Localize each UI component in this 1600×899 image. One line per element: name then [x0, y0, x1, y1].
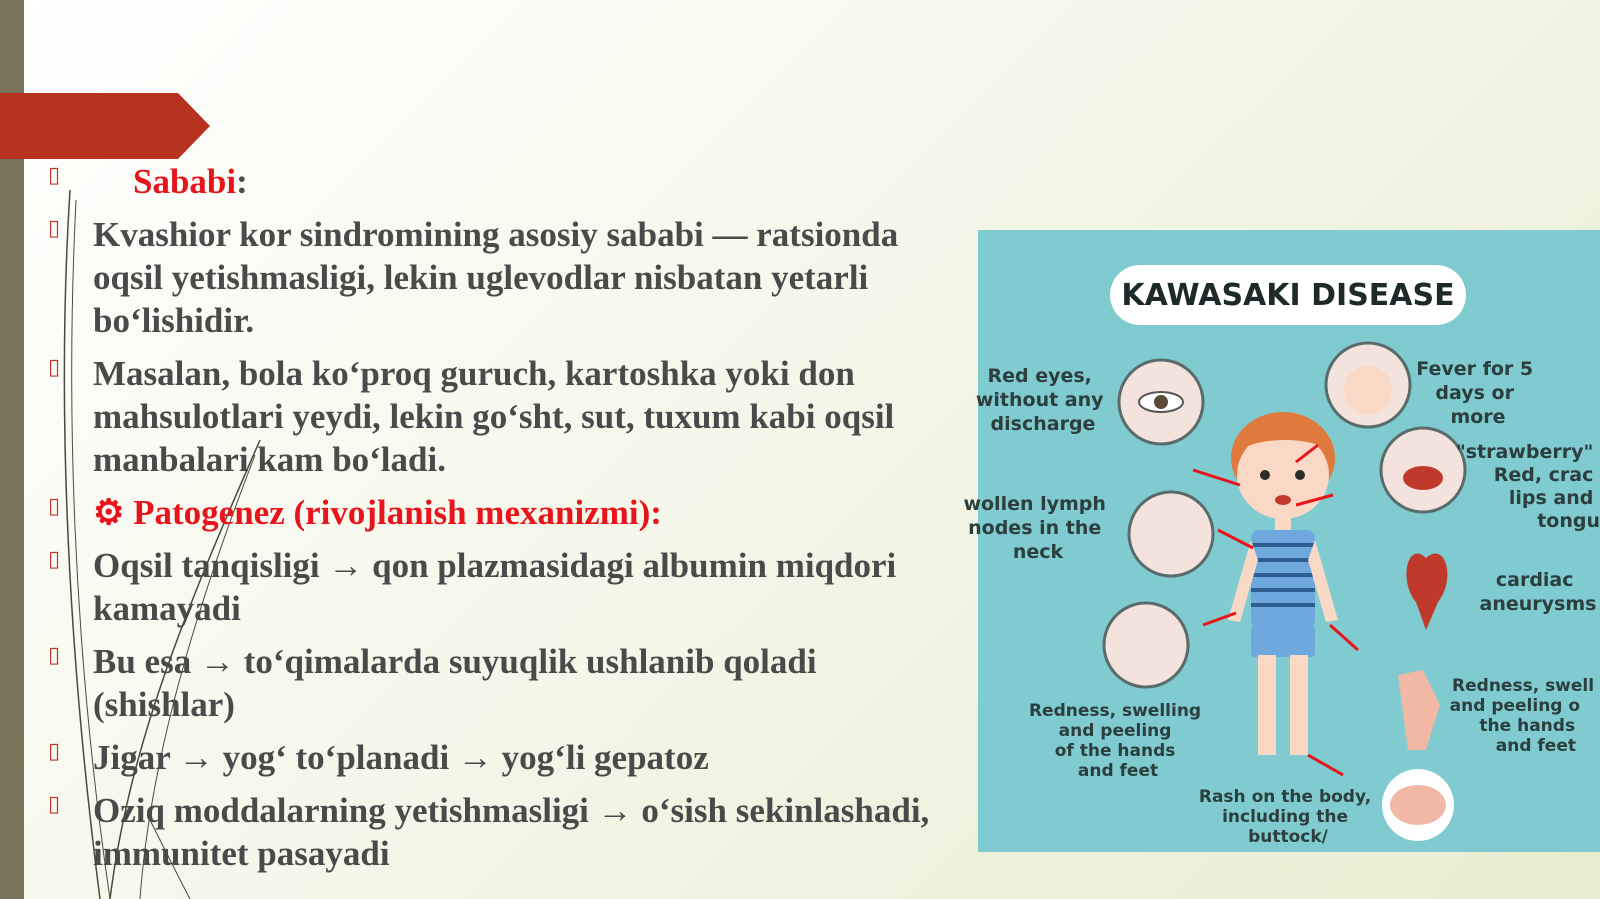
label-fever: Fever for 5 days or more — [1416, 358, 1534, 428]
label-rash: Rash on the body, including the buttock/ — [1198, 787, 1372, 847]
label-red-eyes: Red eyes, without any discharge — [975, 365, 1104, 435]
list-item — [45, 352, 965, 481]
label-hands-right: Redness, swell and peeling o the hands and feet — [1449, 676, 1595, 756]
bullet-marker: ▯ — [48, 216, 61, 241]
bullet-marker: ▯ — [48, 792, 61, 817]
paragraph-growth: Oziq moddalarning yetishmasligi → o‘sish sekinlashadi, immunitet pasayadi — [93, 791, 930, 873]
slide-content — [45, 160, 965, 885]
patogenez-heading: ⚙ Patogenez (rivojlanish mexanizmi): — [93, 493, 662, 532]
label-cardiac: cardiac aneurysms — [1479, 569, 1597, 615]
list-item — [45, 640, 965, 726]
list-item — [45, 736, 965, 779]
paragraph-cause: Kvashior kor sindromining asosiy sababi — ratsionda oqsil yetishmasligi, lekin uglevodlar nisbatan yetarli bo‘lishidir. — [93, 215, 899, 340]
heading-colon: : — [236, 162, 248, 201]
list-item — [45, 160, 965, 203]
label-hands-left: Redness, swelling and peeling of the hands and feet — [1028, 701, 1202, 781]
bullet-marker: ▯ — [48, 163, 61, 188]
image-title: KAWASAKI DISEASE — [1121, 278, 1455, 313]
paragraph-liver: Jigar → yog‘ to‘planadi → yog‘li gepatoz — [93, 738, 709, 777]
hand-illustration — [1104, 603, 1188, 687]
kawasaki-disease-image — [963, 230, 1600, 852]
bullet-marker: ▯ — [48, 494, 61, 519]
sababi-heading: Sababi — [133, 162, 237, 201]
list-item — [45, 789, 965, 875]
label-strawberry: "strawberry" Red, crac lips and tongu — [1455, 441, 1600, 532]
title-arrow-banner — [0, 93, 210, 159]
neck-illustration — [1129, 492, 1213, 576]
paragraph-albumin: Oqsil tanqisligi → qon plazmasidagi albumin miqdori kamayadi — [93, 546, 897, 628]
bullet-marker: ▯ — [48, 547, 61, 572]
paragraph-edema: Bu esa → to‘qimalarda suyuqlik ushlanib qoladi (shishlar) — [93, 642, 817, 724]
bullet-marker: ▯ — [48, 355, 61, 380]
bullet-marker: ▯ — [48, 739, 61, 764]
list-item — [45, 544, 965, 630]
bullet-marker: ▯ — [48, 643, 61, 668]
label-lymph: wollen lymph nodes in the neck — [963, 493, 1106, 563]
list-item — [45, 213, 965, 342]
paragraph-example: Masalan, bola ko‘proq guruch, kartoshka yoki don mahsulotlari yeydi, lekin go‘sht, sut, tuxum kabi oqsil manbalari kam bo‘ladi. — [93, 354, 895, 479]
list-item — [45, 491, 965, 534]
